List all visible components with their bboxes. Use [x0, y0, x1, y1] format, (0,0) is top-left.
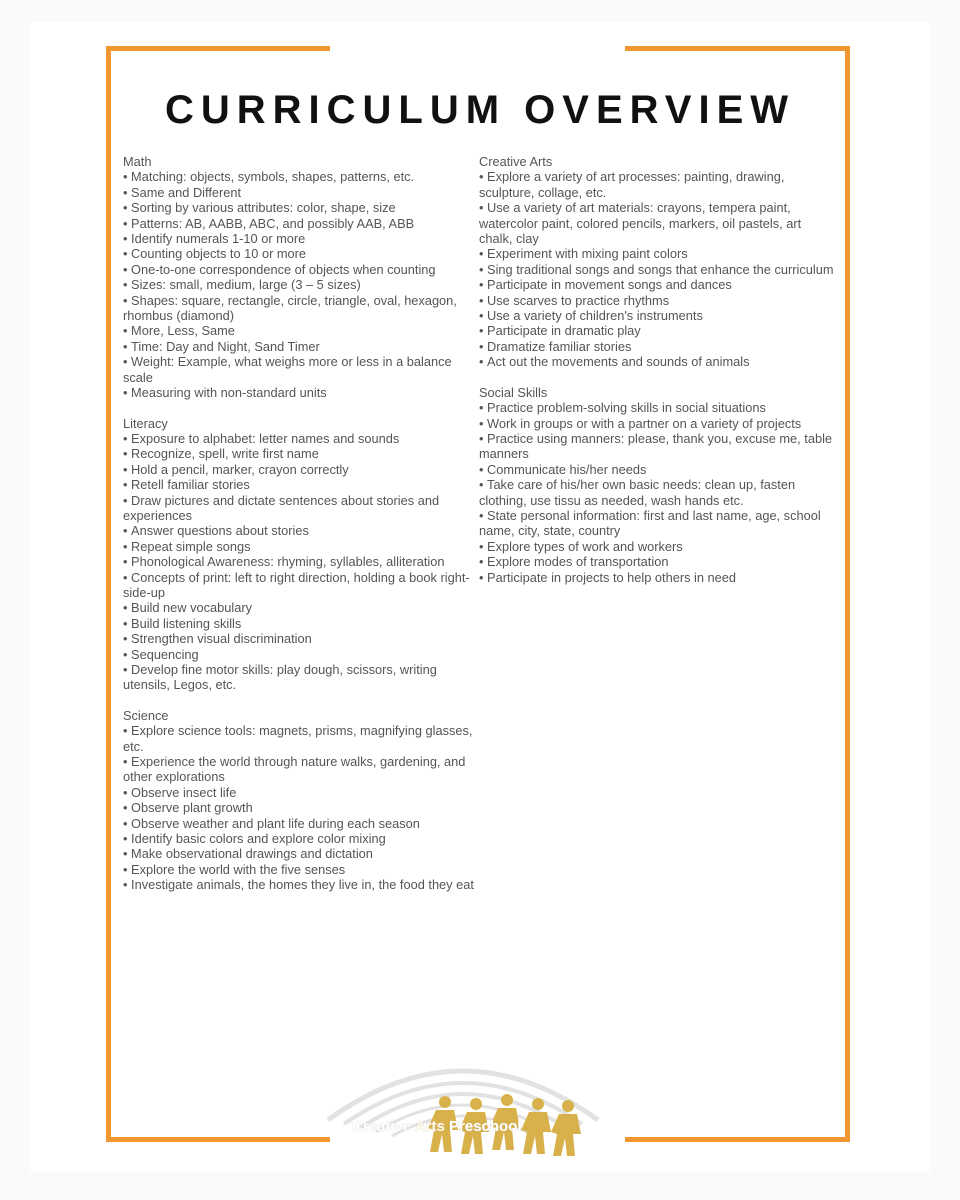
list-item: • Shapes: square, rectangle, circle, triangle, oval, hexagon, rhombus (diamond) — [123, 293, 478, 324]
list-item: • Dramatize familiar stories — [479, 339, 835, 354]
list-item: • Participate in projects to help others in need — [479, 570, 835, 585]
list-item: • Explore the world with the five senses — [123, 862, 478, 877]
list-item: • State personal information: first and last name, age, school name, city, state, country — [479, 508, 835, 539]
frame-top-left — [106, 46, 330, 51]
list-item: • Investigate animals, the homes they live in, the food they eat — [123, 877, 478, 892]
list-item: • Strengthen visual discrimination — [123, 631, 478, 646]
section-heading: Creative Arts — [479, 154, 553, 169]
list-item: • Sing traditional songs and songs that enhance the curriculum — [479, 262, 835, 277]
list-item: • Concepts of print: left to right direction, holding a book right-side-up — [123, 570, 478, 601]
list-item: • Draw pictures and dictate sentences about stories and experiences — [123, 493, 478, 524]
list-item: • Identify numerals 1-10 or more — [123, 231, 478, 246]
list-item: • Explore science tools: magnets, prisms, magnifying glasses, etc. — [123, 723, 478, 754]
bullet-list — [123, 169, 478, 400]
list-item: • Matching: objects, symbols, shapes, patterns, etc. — [123, 169, 478, 184]
list-item: • Use a variety of children's instruments — [479, 308, 835, 323]
bullet-list — [479, 169, 835, 369]
logo-text — [352, 1118, 522, 1135]
section-science — [123, 708, 478, 893]
list-item: • Answer questions about stories — [123, 523, 478, 538]
list-item: • Phonological Awareness: rhyming, syllables, alliteration — [123, 554, 478, 569]
list-item: • More, Less, Same — [123, 323, 478, 338]
list-item: • Observe plant growth — [123, 800, 478, 815]
list-item: • Observe weather and plant life during each season — [123, 816, 478, 831]
page-title: CURRICULUM OVERVIEW — [164, 88, 796, 132]
list-item: • Recognize, spell, write first name — [123, 446, 478, 461]
frame-top-right — [625, 46, 850, 51]
list-item: • Explore modes of transportation — [479, 554, 835, 569]
list-item: • Experiment with mixing paint colors — [479, 246, 835, 261]
list-item: • Explore types of work and workers — [479, 539, 835, 554]
bullet-list — [479, 400, 835, 585]
list-item: • Participate in dramatic play — [479, 323, 835, 338]
list-item: • Observe insect life — [123, 785, 478, 800]
list-item: • Sorting by various attributes: color, shape, size — [123, 200, 478, 215]
list-item: • One-to-one correspondence of objects when counting — [123, 262, 478, 277]
left-column — [123, 154, 478, 908]
list-item: • Identify basic colors and explore color mixing — [123, 831, 478, 846]
frame-bottom-right — [625, 1137, 850, 1142]
list-item: • Build listening skills — [123, 616, 478, 631]
bullet-list — [123, 431, 478, 693]
list-item: • Sequencing — [123, 647, 478, 662]
list-item: • Communicate his/her needs — [479, 462, 835, 477]
logo-word: Preschool — [449, 1118, 522, 1135]
right-column — [479, 154, 835, 600]
list-item: • Act out the movements and sounds of animals — [479, 354, 835, 369]
list-item: • Make observational drawings and dictation — [123, 846, 478, 861]
list-item: • Use a variety of art materials: crayons, tempera paint, watercolor paint, colored pencils, markers, oil pastels, art chalk, clay — [479, 200, 835, 246]
section-heading: Social Skills — [479, 384, 548, 400]
section-math — [123, 154, 478, 401]
section-heading: Math — [123, 154, 152, 169]
preschool-logo — [318, 1042, 608, 1160]
list-item: • Patterns: AB, AABB, ABC, and possibly AAB, ABB — [123, 216, 478, 231]
list-item: • Sizes: small, medium, large (3 – 5 sizes) — [123, 277, 478, 292]
list-item: • Practice problem-solving skills in social situations — [479, 400, 835, 415]
list-item: • Hold a pencil, marker, crayon correctly — [123, 462, 478, 477]
logo-word: Creative — [352, 1118, 412, 1135]
frame-left — [106, 46, 111, 1142]
section-heading: Science — [123, 707, 169, 723]
list-item: • Use scarves to practice rhythms — [479, 293, 835, 308]
list-item: • Participate in movement songs and dances — [479, 277, 835, 292]
list-item: • Counting objects to 10 or more — [123, 246, 478, 261]
list-item: • Same and Different — [123, 185, 478, 200]
list-item: • Measuring with non-standard units — [123, 385, 478, 400]
list-item: • Experience the world through nature walks, gardening, and other explorations — [123, 754, 478, 785]
list-item: • Weight: Example, what weighs more or less in a balance scale — [123, 354, 478, 385]
list-item: • Repeat simple songs — [123, 539, 478, 554]
section-creative-arts — [479, 154, 835, 370]
list-item: • Exposure to alphabet: letter names and sounds — [123, 431, 478, 446]
list-item: • Explore a variety of art processes: painting, drawing, sculpture, collage, etc. — [479, 169, 835, 200]
list-item: • Take care of his/her own basic needs: clean up, fasten clothing, use tissu as needed, wash hands etc. — [479, 477, 835, 508]
section-social-skills — [479, 385, 835, 585]
list-item: • Develop fine motor skills: play dough, scissors, writing utensils, Legos, etc. — [123, 662, 478, 693]
list-item: • Build new vocabulary — [123, 600, 478, 615]
logo-word: Arts — [414, 1118, 445, 1135]
list-item: • Work in groups or with a partner on a variety of projects — [479, 416, 835, 431]
section-literacy — [123, 416, 478, 693]
list-item: • Retell familiar stories — [123, 477, 478, 492]
bullet-list — [123, 723, 478, 892]
list-item: • Practice using manners: please, thank you, excuse me, table manners — [479, 431, 835, 462]
section-heading: Literacy — [123, 415, 168, 431]
frame-bottom-left — [106, 1137, 330, 1142]
frame-right — [845, 46, 850, 1142]
list-item: • Time: Day and Night, Sand Timer — [123, 339, 478, 354]
